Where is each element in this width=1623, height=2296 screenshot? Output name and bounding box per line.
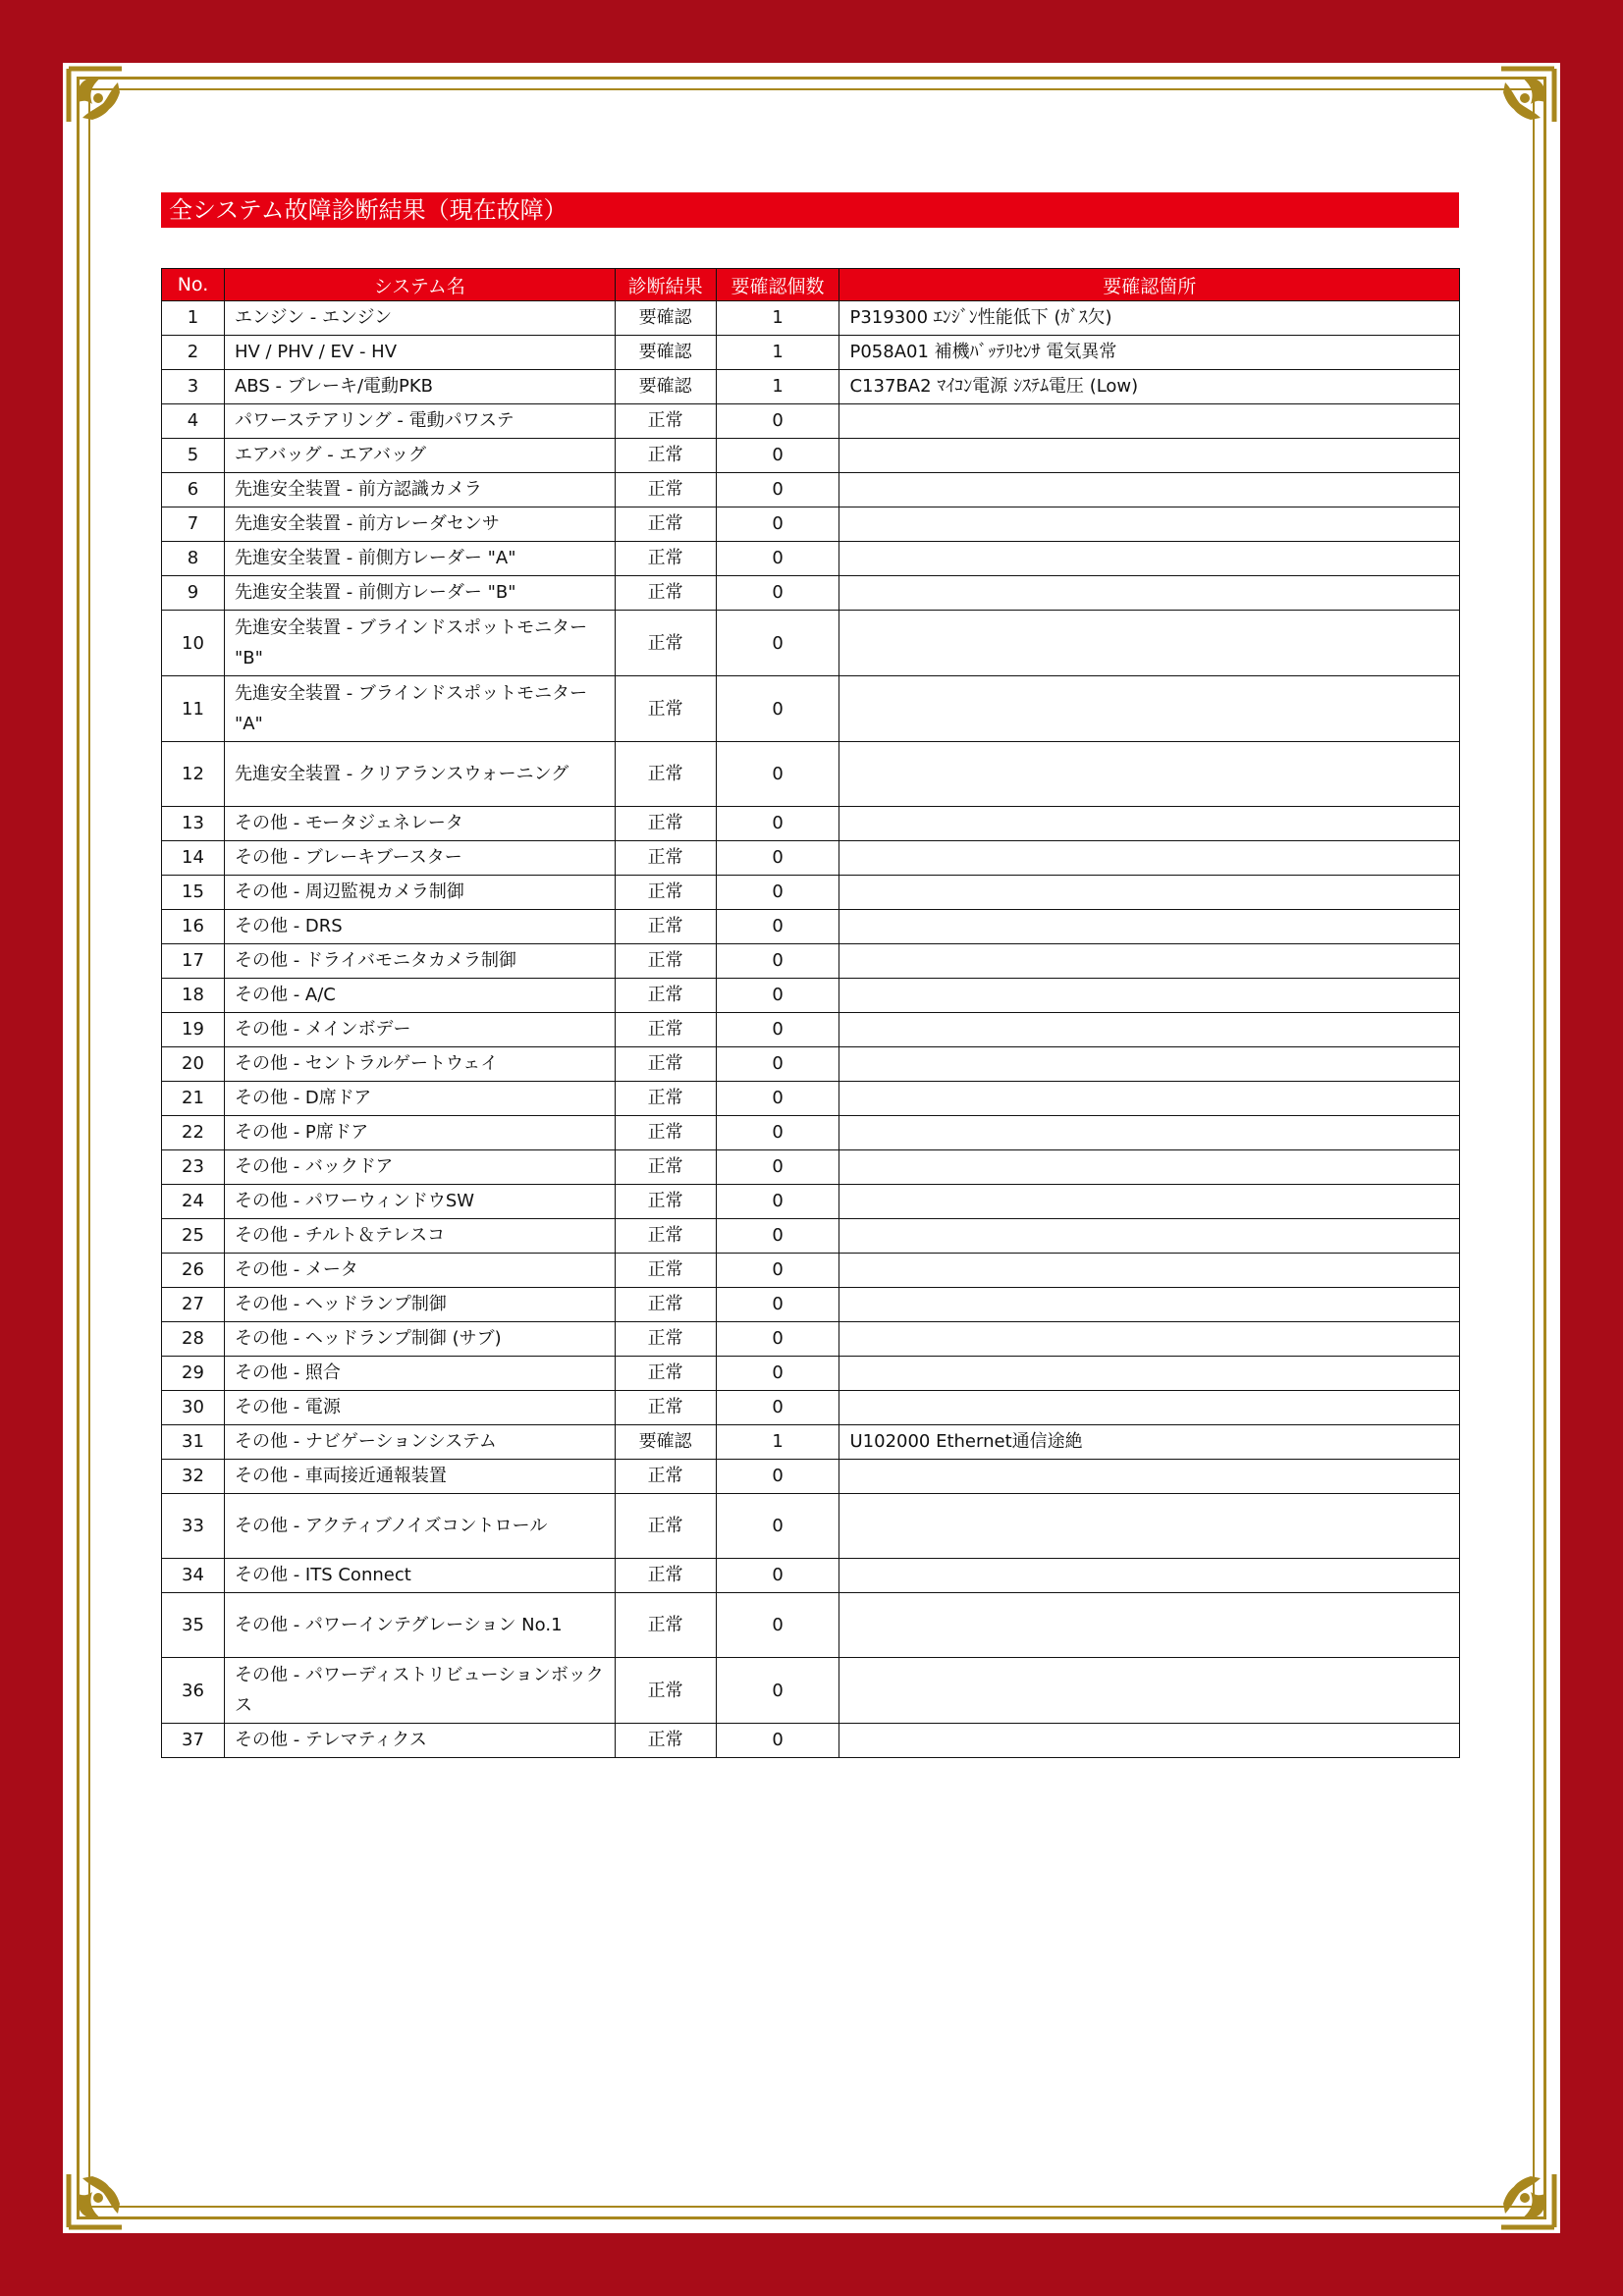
table-row	[162, 1425, 1460, 1460]
row-count: 0	[716, 1322, 839, 1357]
row-result: 正常	[615, 404, 716, 439]
row-result: 正常	[615, 1047, 716, 1082]
row-count: 0	[716, 1559, 839, 1593]
row-system-name: その他 - ドライバモニタカメラ制御	[224, 944, 615, 979]
row-count: 0	[716, 1391, 839, 1425]
row-location	[839, 1322, 1460, 1357]
row-count: 0	[716, 576, 839, 611]
row-location	[839, 1082, 1460, 1116]
row-result: 正常	[615, 841, 716, 876]
row-result: 正常	[615, 910, 716, 944]
row-no: 11	[162, 676, 225, 742]
row-location	[839, 1357, 1460, 1391]
row-location	[839, 876, 1460, 910]
row-result: 正常	[615, 1288, 716, 1322]
table-row	[162, 1593, 1460, 1658]
row-result: 正常	[615, 1322, 716, 1357]
header-result: 診断結果	[615, 269, 716, 301]
table-row	[162, 910, 1460, 944]
row-result: 要確認	[615, 301, 716, 336]
row-location	[839, 1460, 1460, 1494]
row-result: 正常	[615, 473, 716, 507]
row-no: 3	[162, 370, 225, 404]
row-location	[839, 676, 1460, 742]
row-result: 正常	[615, 1357, 716, 1391]
row-system-name: 先進安全装置 - 前側方レーダー "B"	[224, 576, 615, 611]
row-system-name: その他 - メータ	[224, 1254, 615, 1288]
row-location	[839, 576, 1460, 611]
row-count: 0	[716, 676, 839, 742]
table-row	[162, 370, 1460, 404]
row-system-name: その他 - バックドア	[224, 1150, 615, 1185]
row-result: 正常	[615, 1082, 716, 1116]
row-count: 0	[716, 910, 839, 944]
row-count: 0	[716, 404, 839, 439]
table-row	[162, 1116, 1460, 1150]
row-no: 4	[162, 404, 225, 439]
row-system-name: その他 - テレマティクス	[224, 1724, 615, 1758]
table-row	[162, 1494, 1460, 1559]
row-no: 14	[162, 841, 225, 876]
row-result: 正常	[615, 1658, 716, 1724]
row-system-name: その他 - DRS	[224, 910, 615, 944]
table-row	[162, 1559, 1460, 1593]
corner-ornament-icon	[63, 2145, 151, 2233]
row-system-name: 先進安全装置 - ブラインドスポットモニター "A"	[224, 676, 615, 742]
row-location	[839, 979, 1460, 1013]
row-count: 0	[716, 807, 839, 841]
row-count: 1	[716, 1425, 839, 1460]
row-system-name: エンジン - エンジン	[224, 301, 615, 336]
row-system-name: その他 - ナビゲーションシステム	[224, 1425, 615, 1460]
table-row	[162, 807, 1460, 841]
table-row	[162, 576, 1460, 611]
row-count: 0	[716, 944, 839, 979]
row-system-name: 先進安全装置 - ブラインドスポットモニター "B"	[224, 611, 615, 676]
row-result: 要確認	[615, 1425, 716, 1460]
row-location	[839, 1658, 1460, 1724]
row-no: 24	[162, 1185, 225, 1219]
row-count: 0	[716, 507, 839, 542]
row-result: 正常	[615, 1013, 716, 1047]
row-location: U102000 Ethernet通信途絶	[839, 1425, 1460, 1460]
row-system-name: その他 - パワーウィンドウSW	[224, 1185, 615, 1219]
row-no: 12	[162, 742, 225, 807]
table-row	[162, 841, 1460, 876]
row-result: 正常	[615, 1724, 716, 1758]
row-result: 正常	[615, 1593, 716, 1658]
row-no: 27	[162, 1288, 225, 1322]
row-location	[839, 1724, 1460, 1758]
row-location	[839, 1185, 1460, 1219]
row-count: 0	[716, 841, 839, 876]
table-row	[162, 1391, 1460, 1425]
row-location	[839, 1391, 1460, 1425]
row-system-name: 先進安全装置 - 前方認識カメラ	[224, 473, 615, 507]
row-system-name: その他 - 周辺監視カメラ制御	[224, 876, 615, 910]
row-no: 19	[162, 1013, 225, 1047]
table-row	[162, 1460, 1460, 1494]
row-result: 正常	[615, 1559, 716, 1593]
corner-ornament-icon	[1472, 63, 1560, 151]
row-count: 0	[716, 1460, 839, 1494]
row-system-name: その他 - 車両接近通報装置	[224, 1460, 615, 1494]
page-title: 全システム故障診断結果（現在故障）	[161, 192, 1459, 228]
row-no: 29	[162, 1357, 225, 1391]
row-no: 34	[162, 1559, 225, 1593]
table-row	[162, 1150, 1460, 1185]
row-system-name: その他 - 電源	[224, 1391, 615, 1425]
row-count: 0	[716, 1357, 839, 1391]
table-row	[162, 676, 1460, 742]
row-no: 5	[162, 439, 225, 473]
row-no: 32	[162, 1460, 225, 1494]
row-count: 0	[716, 1658, 839, 1724]
row-count: 0	[716, 1116, 839, 1150]
row-result: 正常	[615, 439, 716, 473]
row-location	[839, 1288, 1460, 1322]
row-system-name: その他 - ITS Connect	[224, 1559, 615, 1593]
row-count: 0	[716, 1047, 839, 1082]
row-system-name: その他 - P席ドア	[224, 1116, 615, 1150]
row-count: 1	[716, 370, 839, 404]
row-location	[839, 807, 1460, 841]
row-location: P058A01 補機ﾊﾞｯﾃﾘｾﾝｻ 電気異常	[839, 336, 1460, 370]
row-location	[839, 1494, 1460, 1559]
row-no: 33	[162, 1494, 225, 1559]
table-row	[162, 507, 1460, 542]
row-no: 35	[162, 1593, 225, 1658]
table-row	[162, 1724, 1460, 1758]
row-system-name: 先進安全装置 - 前方レーダセンサ	[224, 507, 615, 542]
row-no: 28	[162, 1322, 225, 1357]
row-system-name: その他 - メインボデー	[224, 1013, 615, 1047]
row-count: 0	[716, 1288, 839, 1322]
row-location: P319300 ｴﾝｼﾞﾝ性能低下 (ｶﾞｽ欠)	[839, 301, 1460, 336]
row-location	[839, 1150, 1460, 1185]
row-result: 正常	[615, 1460, 716, 1494]
row-result: 要確認	[615, 370, 716, 404]
table-row	[162, 1047, 1460, 1082]
row-system-name: HV / PHV / EV - HV	[224, 336, 615, 370]
row-no: 21	[162, 1082, 225, 1116]
row-result: 正常	[615, 979, 716, 1013]
table-row	[162, 1357, 1460, 1391]
row-no: 18	[162, 979, 225, 1013]
table-row	[162, 1322, 1460, 1357]
row-no: 15	[162, 876, 225, 910]
row-no: 26	[162, 1254, 225, 1288]
row-system-name: その他 - ブレーキブースター	[224, 841, 615, 876]
row-count: 0	[716, 876, 839, 910]
row-location	[839, 1559, 1460, 1593]
row-system-name: その他 - A/C	[224, 979, 615, 1013]
row-system-name: その他 - パワーインテグレーション No.1	[224, 1593, 615, 1658]
row-no: 36	[162, 1658, 225, 1724]
corner-ornament-icon	[63, 63, 151, 151]
row-result: 正常	[615, 542, 716, 576]
row-no: 20	[162, 1047, 225, 1082]
row-location	[839, 507, 1460, 542]
row-result: 正常	[615, 576, 716, 611]
row-no: 1	[162, 301, 225, 336]
row-result: 正常	[615, 1150, 716, 1185]
row-no: 2	[162, 336, 225, 370]
row-location	[839, 542, 1460, 576]
row-no: 16	[162, 910, 225, 944]
row-result: 正常	[615, 1219, 716, 1254]
row-no: 10	[162, 611, 225, 676]
row-result: 正常	[615, 944, 716, 979]
table-row	[162, 1288, 1460, 1322]
table-row	[162, 1185, 1460, 1219]
row-location	[839, 944, 1460, 979]
row-no: 31	[162, 1425, 225, 1460]
row-count: 0	[716, 439, 839, 473]
row-count: 0	[716, 1494, 839, 1559]
row-system-name: ABS - ブレーキ/電動PKB	[224, 370, 615, 404]
row-location	[839, 1593, 1460, 1658]
row-system-name: 先進安全装置 - クリアランスウォーニング	[224, 742, 615, 807]
table-row	[162, 301, 1460, 336]
row-no: 17	[162, 944, 225, 979]
row-result: 正常	[615, 1116, 716, 1150]
row-no: 7	[162, 507, 225, 542]
row-location	[839, 1219, 1460, 1254]
row-count: 0	[716, 742, 839, 807]
row-result: 正常	[615, 507, 716, 542]
row-location	[839, 841, 1460, 876]
row-system-name: 先進安全装置 - 前側方レーダー "A"	[224, 542, 615, 576]
row-system-name: パワーステアリング - 電動パワステ	[224, 404, 615, 439]
header-no: No.	[162, 269, 225, 301]
diagnosis-table	[161, 268, 1460, 1758]
row-no: 37	[162, 1724, 225, 1758]
row-count: 0	[716, 542, 839, 576]
table-row	[162, 1658, 1460, 1724]
row-location: C137BA2 ﾏｲｺﾝ電源 ｼｽﾃﾑ電圧 (Low)	[839, 370, 1460, 404]
row-no: 23	[162, 1150, 225, 1185]
row-location	[839, 1013, 1460, 1047]
row-location	[839, 611, 1460, 676]
row-system-name: その他 - セントラルゲートウェイ	[224, 1047, 615, 1082]
row-no: 25	[162, 1219, 225, 1254]
row-no: 13	[162, 807, 225, 841]
row-location	[839, 742, 1460, 807]
row-location	[839, 439, 1460, 473]
row-result: 正常	[615, 742, 716, 807]
row-result: 正常	[615, 807, 716, 841]
row-location	[839, 473, 1460, 507]
report-page	[63, 63, 1560, 2233]
row-system-name: その他 - パワーディストリビューションボックス	[224, 1658, 615, 1724]
row-system-name: その他 - ヘッドランプ制御	[224, 1288, 615, 1322]
row-result: 正常	[615, 611, 716, 676]
row-location	[839, 404, 1460, 439]
row-result: 正常	[615, 1254, 716, 1288]
row-location	[839, 1047, 1460, 1082]
row-result: 正常	[615, 1391, 716, 1425]
table-row	[162, 979, 1460, 1013]
row-result: 正常	[615, 1185, 716, 1219]
row-count: 0	[716, 611, 839, 676]
row-count: 1	[716, 336, 839, 370]
table-row	[162, 439, 1460, 473]
row-no: 30	[162, 1391, 225, 1425]
table-row	[162, 742, 1460, 807]
row-count: 0	[716, 1013, 839, 1047]
corner-ornament-icon	[1472, 2145, 1560, 2233]
row-system-name: その他 - チルト＆テレスコ	[224, 1219, 615, 1254]
table-row	[162, 1082, 1460, 1116]
table-row	[162, 336, 1460, 370]
header-system-name: システム名	[224, 269, 615, 301]
row-count: 0	[716, 1724, 839, 1758]
row-count: 0	[716, 1082, 839, 1116]
table-row	[162, 1254, 1460, 1288]
header-location: 要確認箇所	[839, 269, 1460, 301]
row-no: 6	[162, 473, 225, 507]
row-system-name: その他 - アクティブノイズコントロール	[224, 1494, 615, 1559]
table-row	[162, 1013, 1460, 1047]
header-count: 要確認個数	[716, 269, 839, 301]
row-count: 0	[716, 473, 839, 507]
table-row	[162, 944, 1460, 979]
row-location	[839, 910, 1460, 944]
table-body	[162, 301, 1460, 1758]
row-count: 1	[716, 301, 839, 336]
table-row	[162, 473, 1460, 507]
row-count: 0	[716, 1254, 839, 1288]
row-system-name: その他 - モータジェネレータ	[224, 807, 615, 841]
table-header-row	[162, 269, 1460, 301]
row-count: 0	[716, 1219, 839, 1254]
row-no: 22	[162, 1116, 225, 1150]
row-no: 9	[162, 576, 225, 611]
table-row	[162, 1219, 1460, 1254]
row-system-name: エアバッグ - エアバッグ	[224, 439, 615, 473]
table-row	[162, 611, 1460, 676]
row-location	[839, 1116, 1460, 1150]
row-count: 0	[716, 1593, 839, 1658]
table-row	[162, 876, 1460, 910]
table-row	[162, 404, 1460, 439]
row-count: 0	[716, 1150, 839, 1185]
row-system-name: その他 - 照合	[224, 1357, 615, 1391]
table-row	[162, 542, 1460, 576]
row-result: 正常	[615, 676, 716, 742]
row-system-name: その他 - D席ドア	[224, 1082, 615, 1116]
row-location	[839, 1254, 1460, 1288]
row-result: 正常	[615, 876, 716, 910]
row-system-name: その他 - ヘッドランプ制御 (サブ)	[224, 1322, 615, 1357]
row-count: 0	[716, 979, 839, 1013]
row-result: 要確認	[615, 336, 716, 370]
row-count: 0	[716, 1185, 839, 1219]
row-result: 正常	[615, 1494, 716, 1559]
row-no: 8	[162, 542, 225, 576]
